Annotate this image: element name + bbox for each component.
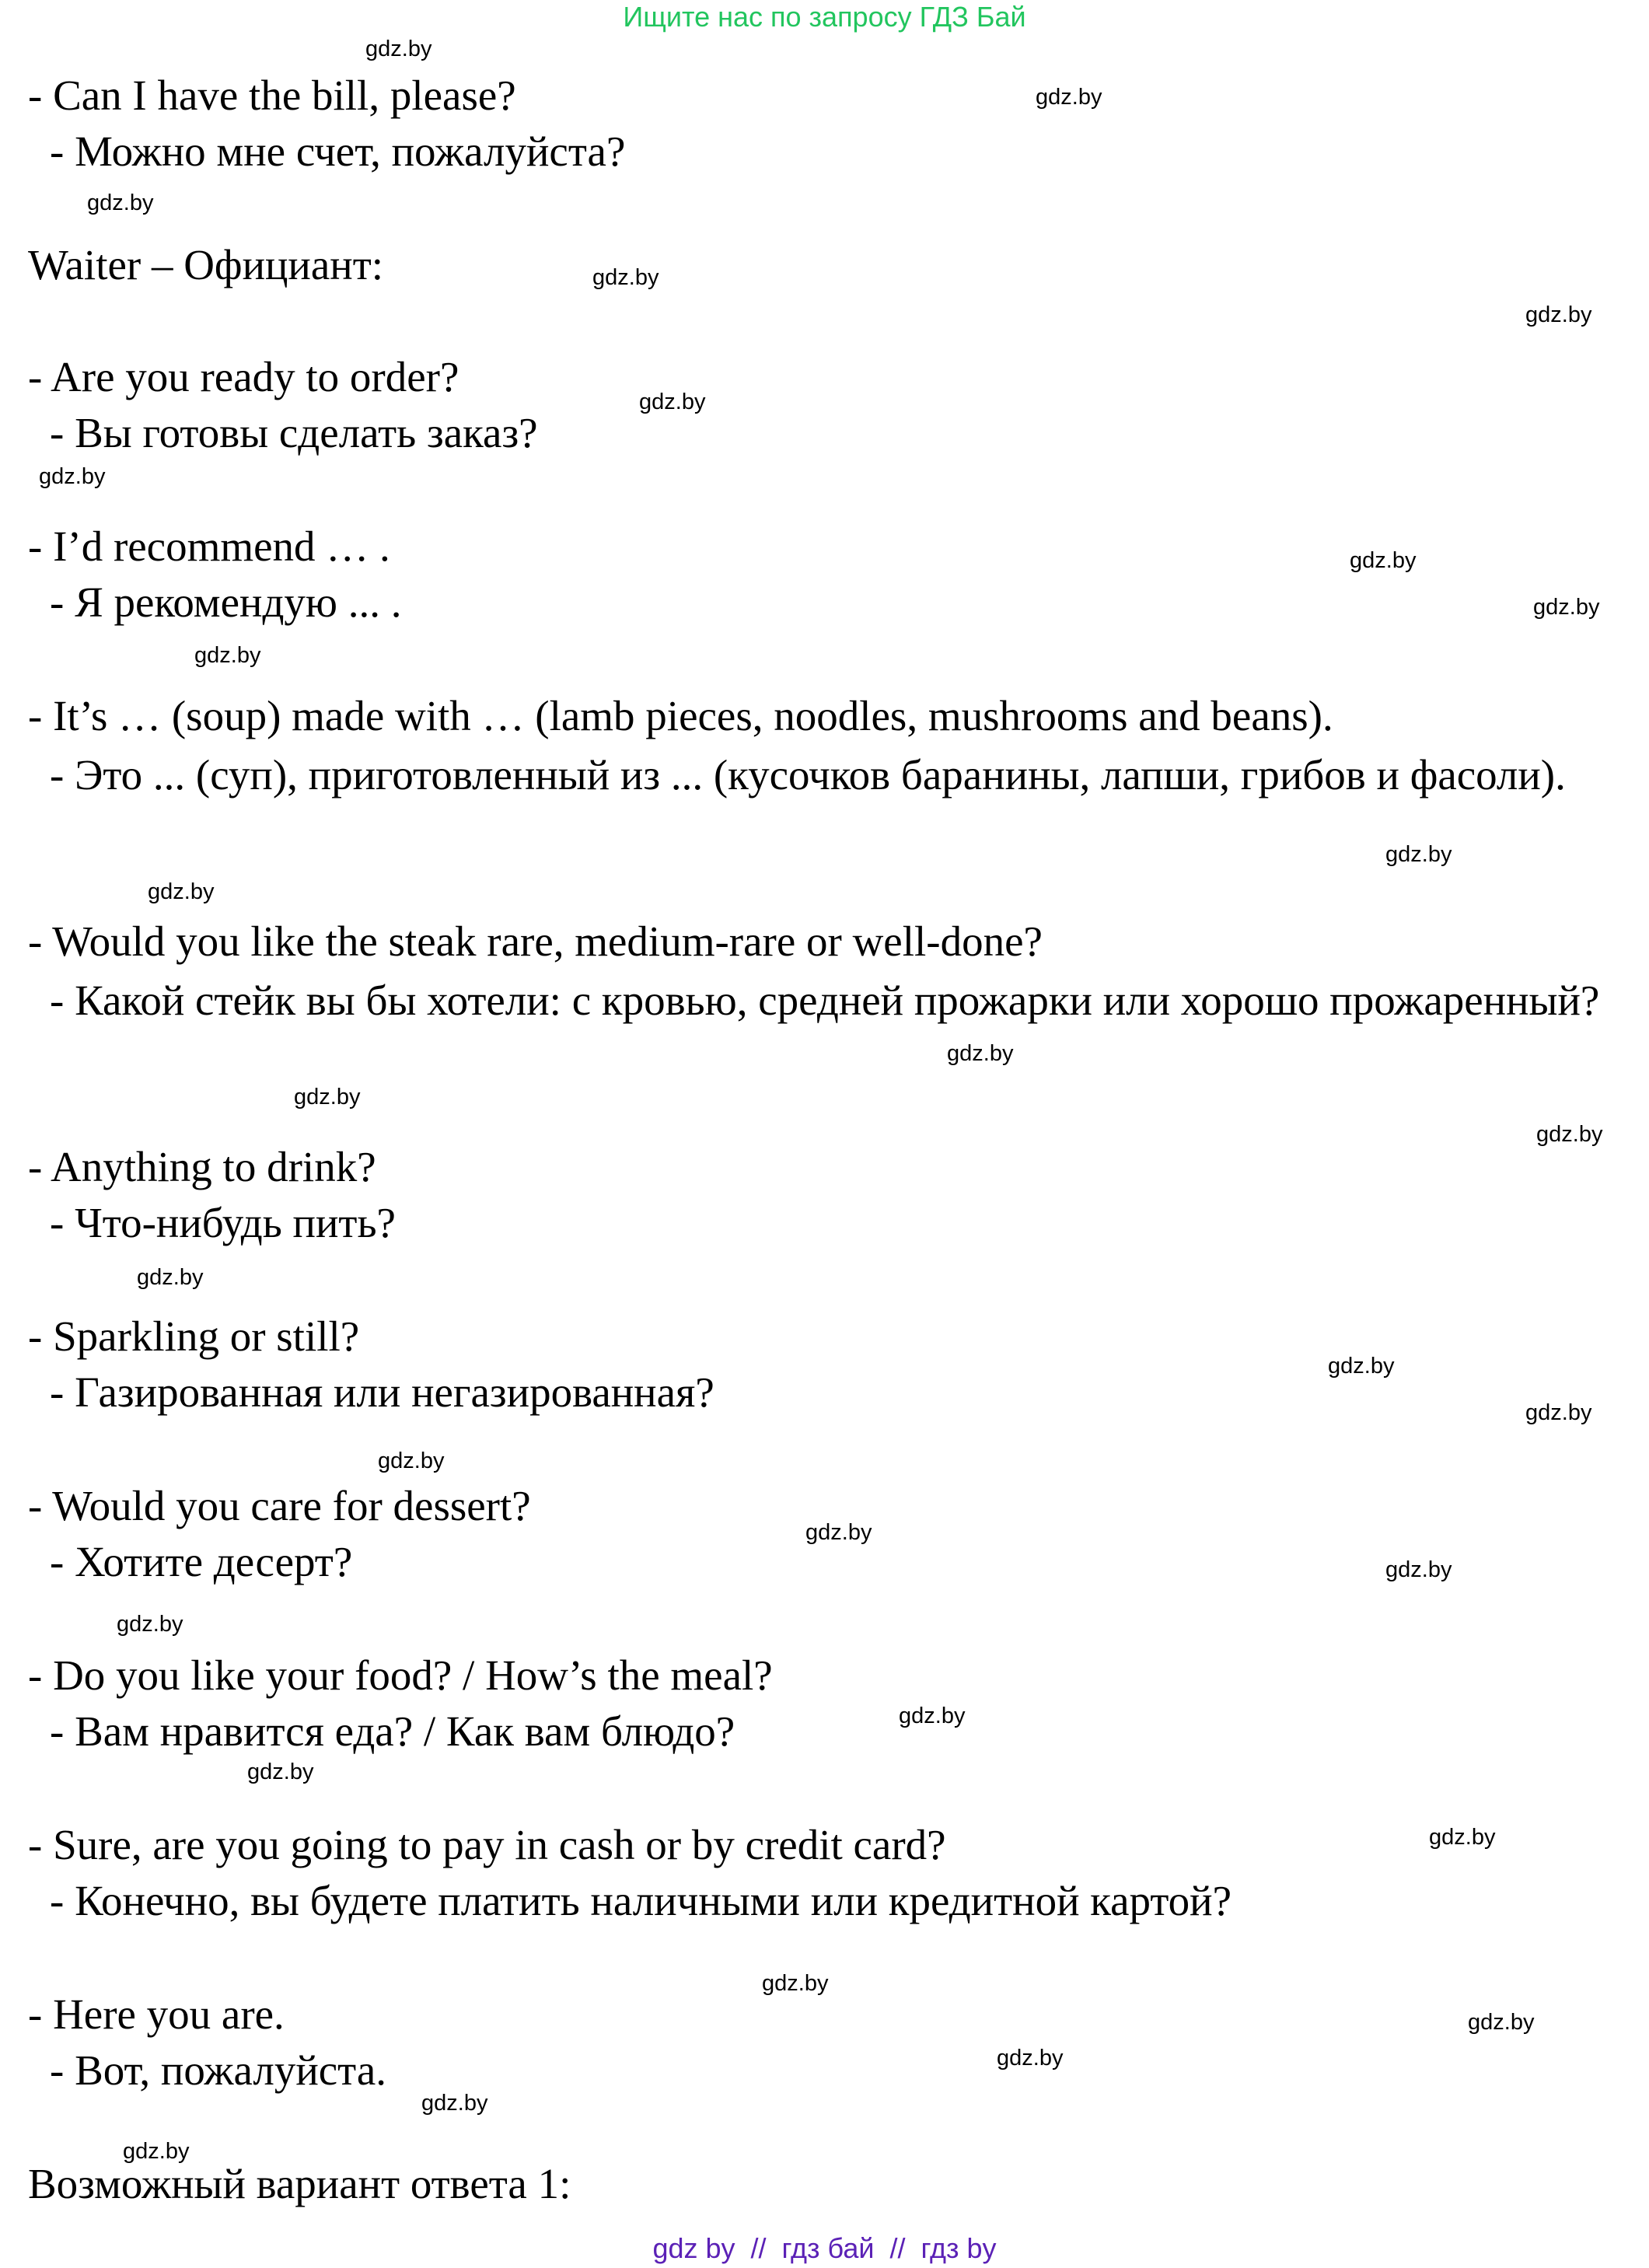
watermark: gdz.by bbox=[1429, 1825, 1496, 1850]
phrase-en: - Would you like the steak rare, medium-rare or well-done? bbox=[28, 917, 1043, 965]
phrase-ru: - Вы готовы сделать заказ? bbox=[50, 409, 538, 456]
phrase-ru: - Что-нибудь пить? bbox=[50, 1199, 396, 1246]
phrase-ru: - Хотите десерт? bbox=[50, 1538, 353, 1585]
phrase-ru-justified bbox=[28, 746, 1605, 803]
watermark: gdz.by bbox=[137, 1265, 204, 1290]
promo-header: Ищите нас по запросу ГДЗ Бай bbox=[623, 1, 1026, 33]
watermark: gdz.by bbox=[1525, 1400, 1592, 1425]
watermark: gdz.by bbox=[1468, 2010, 1535, 2035]
section-heading-waiter: Waiter – Официант: bbox=[28, 241, 384, 288]
watermark: gdz.by bbox=[87, 190, 154, 215]
section-heading-answer: Возможный вариант ответа 1: bbox=[28, 2160, 571, 2207]
watermark: gdz.by bbox=[247, 1760, 314, 1784]
watermark: gdz.by bbox=[148, 879, 215, 904]
watermark: gdz.by bbox=[194, 643, 261, 668]
watermark: gdz.by bbox=[294, 1085, 361, 1110]
watermark: gdz.by bbox=[947, 1041, 1014, 1066]
watermark: gdz.by bbox=[1350, 548, 1417, 573]
watermark: gdz.by bbox=[1036, 85, 1102, 110]
watermark: gdz.by bbox=[1536, 1122, 1603, 1147]
phrase-en: - Here you are. bbox=[28, 1990, 285, 2038]
watermark: gdz.by bbox=[1328, 1354, 1395, 1379]
watermark: gdz.by bbox=[39, 464, 106, 489]
phrase-ru: - Я рекомендую ... . bbox=[50, 578, 402, 626]
phrase-en: - Sparkling or still? bbox=[28, 1312, 360, 1360]
phrase-en: - Would you care for dessert? bbox=[28, 1482, 531, 1529]
watermark: gdz.by bbox=[639, 390, 706, 414]
phrase-en: - Do you like your food? / How’s the meal? bbox=[28, 1651, 773, 1699]
watermark: gdz.by bbox=[1525, 302, 1592, 327]
phrase-ru: - Какой стейк вы бы хотели: с кровью, средней прожарки или хорошо прожаренный? bbox=[50, 977, 1600, 1024]
watermark: gdz.by bbox=[1385, 1557, 1452, 1582]
watermark: gdz.by bbox=[899, 1704, 966, 1728]
watermark: gdz.by bbox=[117, 1612, 183, 1637]
watermark: gdz.by bbox=[1385, 842, 1452, 867]
watermark: gdz.by bbox=[762, 1971, 829, 1996]
phrase-en: - Sure, are you going to pay in cash or by credit card? bbox=[28, 1821, 946, 1868]
phrase-ru: - Можно мне счет, пожалуйста? bbox=[50, 128, 626, 175]
watermark: gdz.by bbox=[592, 265, 659, 290]
phrase-ru: - Газированная или негазированная? bbox=[50, 1368, 714, 1416]
phrase-ru: - Конечно, вы будете платить наличными или кредитной картой? bbox=[50, 1877, 1232, 1924]
phrase-en: - Can I have the bill, please? bbox=[28, 72, 516, 119]
watermark: gdz.by bbox=[805, 1520, 872, 1545]
watermark: gdz.by bbox=[1533, 595, 1600, 620]
phrase-ru-justified bbox=[28, 972, 1605, 1029]
watermark: gdz.by bbox=[421, 2091, 488, 2116]
phrase-en: - Are you ready to order? bbox=[28, 353, 459, 400]
watermark: gdz.by bbox=[123, 2139, 190, 2164]
watermark: gdz.by bbox=[378, 1449, 445, 1473]
phrase-ru: - Вот, пожалуйста. bbox=[50, 2046, 387, 2094]
watermark: gdz.by bbox=[365, 37, 432, 61]
phrase-en: - I’d recommend … . bbox=[28, 522, 390, 570]
footer-links: gdz by // гдз бай // гдз by bbox=[652, 2232, 997, 2264]
phrase-ru: - Это ... (суп), приготовленный из ... (кусочков баранины, лапши, грибов и фасоли). bbox=[50, 751, 1566, 799]
phrase-en: - It’s … (soup) made with … (lamb pieces, noodles, mushrooms and beans). bbox=[28, 692, 1333, 739]
phrase-ru: - Вам нравится еда? / Как вам блюдо? bbox=[50, 1707, 735, 1755]
watermark: gdz.by bbox=[997, 2046, 1064, 2071]
phrase-en: - Anything to drink? bbox=[28, 1143, 376, 1190]
